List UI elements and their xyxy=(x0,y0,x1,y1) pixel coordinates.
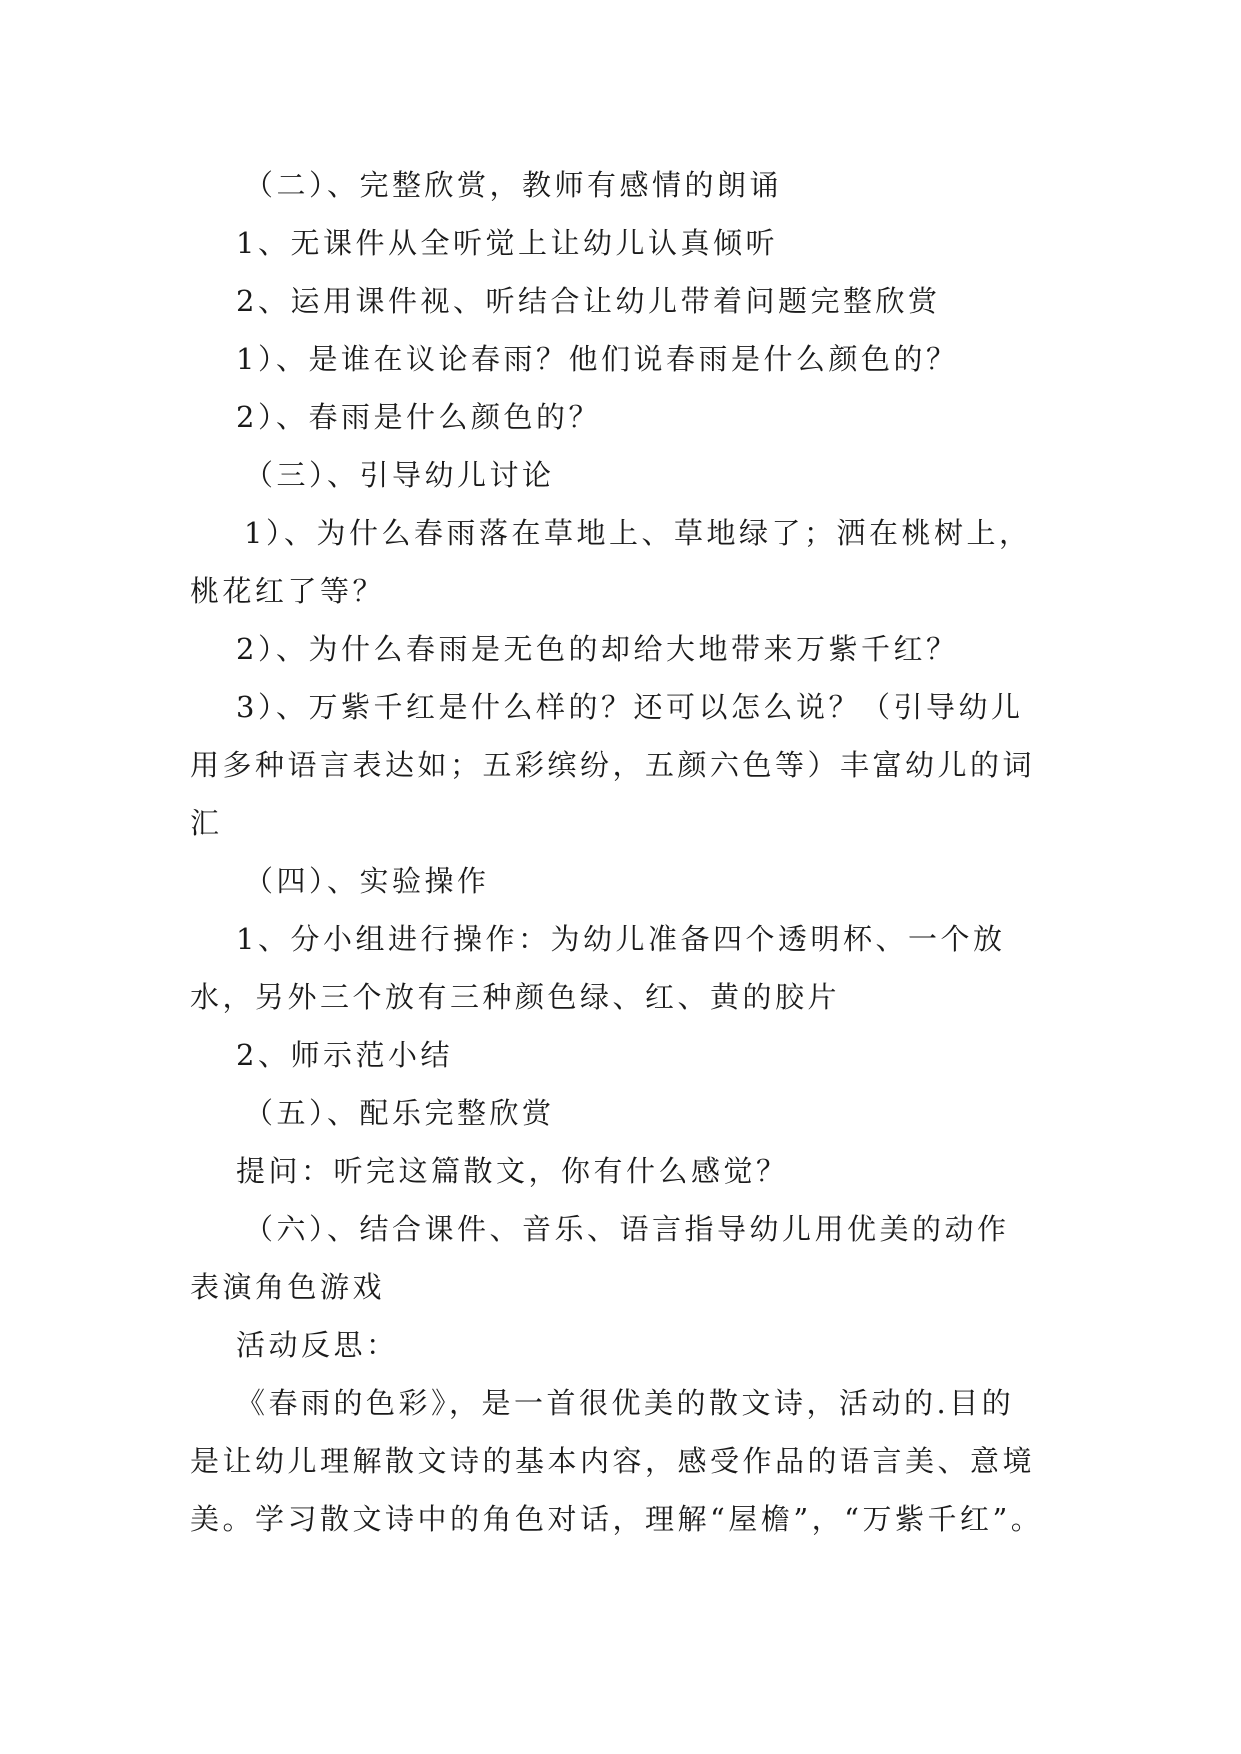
text-line: 水，另外三个放有三种颜色绿、红、黄的胶片 xyxy=(190,980,841,1014)
section-heading-6: （六）、结合课件、音乐、语言指导幼儿用优美的动作 xyxy=(244,1212,1010,1246)
text-line: 用多种语言表达如；五彩缤纷，五颜六色等）丰富幼儿的词 xyxy=(190,748,1036,782)
section-heading-5: （五）、配乐完整欣赏 xyxy=(244,1096,555,1130)
text-line: 是让幼儿理解散文诗的基本内容，感受作品的语言美、意境 xyxy=(190,1444,1036,1478)
text-line: 1、无课件从全听觉上让幼儿认真倾听 xyxy=(236,226,778,260)
text-line: 2、运用课件视、听结合让幼儿带着问题完整欣赏 xyxy=(236,284,941,318)
text-line: 汇 xyxy=(190,806,223,840)
section-heading-3: （三）、引导幼儿讨论 xyxy=(244,458,555,492)
section-heading-2: （二）、完整欣赏，教师有感情的朗诵 xyxy=(244,168,783,202)
section-heading-4: （四）、实验操作 xyxy=(244,864,490,898)
document-body xyxy=(190,156,1060,1548)
text-line: 2）、春雨是什么颜色的？ xyxy=(236,400,601,434)
text-line: 美。学习散文诗中的角色对话，理解“屋檐”，“万紫千红”。 xyxy=(190,1502,1044,1536)
reflection-heading: 活动反思： xyxy=(236,1328,399,1362)
text-line: 2、师示范小结 xyxy=(236,1038,453,1072)
text-line: 《春雨的色彩》，是一首很优美的散文诗，活动的.目的 xyxy=(236,1386,1015,1420)
text-line: 1）、是谁在议论春雨？他们说春雨是什么颜色的？ xyxy=(236,342,959,376)
text-line: 提问：听完这篇散文，你有什么感觉？ xyxy=(236,1154,789,1188)
text-line: 2）、为什么春雨是无色的却给大地带来万紫千红？ xyxy=(236,632,959,666)
text-line: 表演角色游戏 xyxy=(190,1270,386,1304)
text-line: 桃花红了等？ xyxy=(190,574,386,608)
text-line: 3）、万紫千红是什么样的？还可以怎么说？（引导幼儿 xyxy=(236,690,1024,724)
text-line: 1、分小组进行操作：为幼儿准备四个透明杯、一个放 xyxy=(236,922,1006,956)
text-line: 1）、为什么春雨落在草地上、草地绿了；洒在桃树上， xyxy=(244,516,1032,550)
